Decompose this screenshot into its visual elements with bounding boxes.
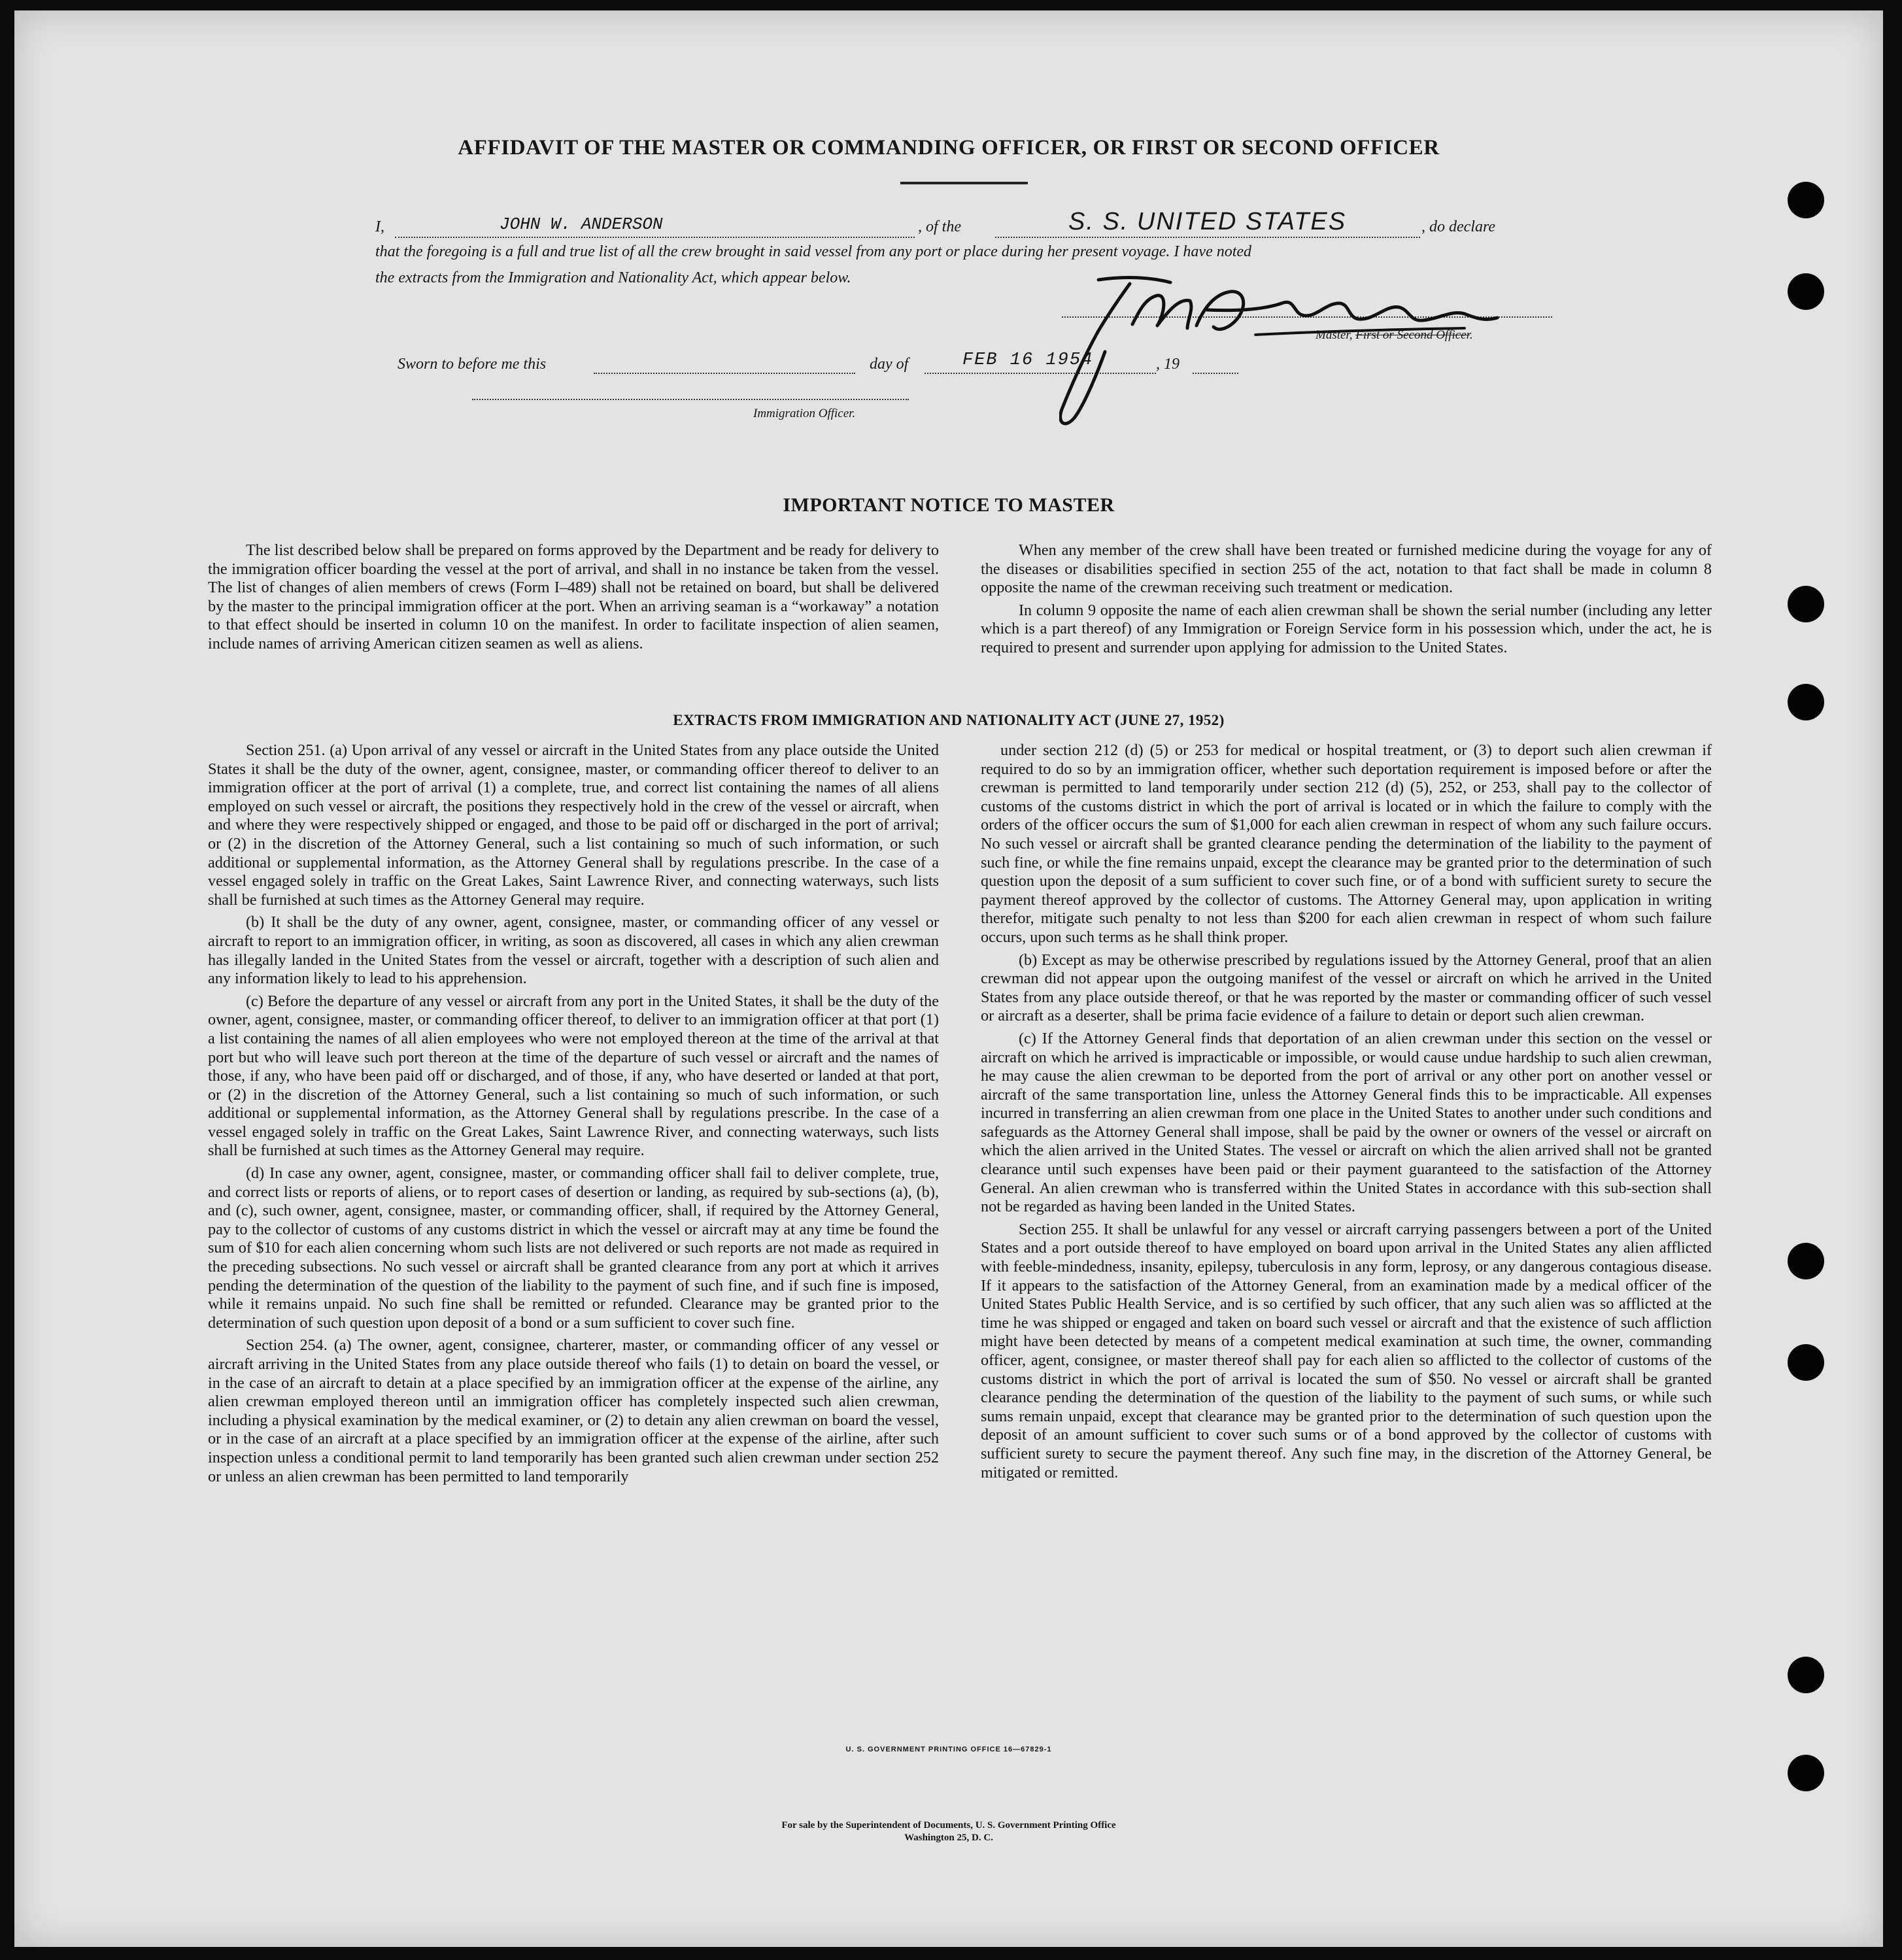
notice-left-paragraph: The list described below shall be prepared on forms approved by the Department and be ready for delivery to the immigration officer boarding the vessel at the port of arrival, and shall in no instance be taken from the vessel. The list of changes of alien members of crews (Form I–489) shall not be retained on board, but shall be delivered by the master to the principal immigration officer at the port. When an arriving seaman is a “workaway” a notation to that effect should be inserted in column 10 on the manifest. In order to facilitate inspection of alien seamen, include names of arriving American citizen seamen as well as aliens.: [208, 541, 939, 652]
punch-hole: [1788, 273, 1824, 310]
notice-left-column: [208, 541, 939, 658]
master-caption-struck: First or Second Officer: [1355, 328, 1470, 342]
sworn-label: Sworn to before me this: [398, 356, 547, 373]
section-254-a-continued: under section 212 (d) (5) or 253 for medical or hospital treatment, or (3) to deport such alien crewman if required to do so by an immigration officer, whether such deportation requirement is imposed before or after the crewman is permitted to land temporarily under section 212 (d) (5), 252, or 253, shall pay to the collector of customs of the customs district in which the port of arrival is located or in which the failure to comply with the orders of the officer occurs the sum of $1,000 for each alien crewman in respect of whom any such failure occurs. No such vessel or aircraft shall be granted clearance pending the determination of the liability to the payment of such fine, or while the fine remains unpaid, except the clearance may be granted prior to the determination of such question upon the deposit of a sum sufficient to cover such fine, or of a bond with sufficient surety to secure the payment thereof approved by the collector of customs. The Attorney General may, upon application in writing therefor, mitigate such penalty to not less than $200 for each alien crewman in respect of whom such failure occurs, upon such terms as he shall think proper.: [981, 741, 1712, 946]
extracts-heading: EXTRACTS FROM IMMIGRATION AND NATIONALITY ACT (JUNE 27, 1952): [673, 712, 1225, 728]
declaration-text-1: that the foregoing is a full and true list of all the crew brought in said vessel from any port or place during her present voyage. I have noted: [375, 243, 1252, 260]
punch-hole: [1788, 1344, 1824, 1381]
printer-line: U. S. GOVERNMENT PRINTING OFFICE 16—67829-1: [845, 1746, 1052, 1753]
extracts-right-column: [981, 741, 1712, 1486]
notice-right-paragraph-2: In column 9 opposite the name of each alien crewman shall be shown the serial number (including any letter which is a part thereof) of any Immigration or Foreign Service form in his possession which, under the act, he is required to present and surrender upon applying for admission to the United States.: [981, 601, 1712, 656]
extracts-left-column: [208, 741, 939, 1490]
sale-line-1: For sale by the Superintendent of Documents, U. S. Government Printing Office: [781, 1820, 1116, 1831]
of-the-label: , of the: [918, 218, 961, 235]
punch-hole: [1788, 182, 1824, 218]
notice-right-column: [981, 541, 1712, 662]
punch-hole: [1788, 586, 1824, 622]
notice-right-paragraph-1: When any member of the crew shall have been treated or furnished medicine during the voyage for any of the diseases or disabilities specified in section 255 of the act, notation to that fact shall be made in column 8 opposite the name of the crewman receiving such treatment or medication.: [981, 541, 1712, 597]
officer-name: JOHN W. ANDERSON: [500, 214, 663, 234]
sale-line-2: Washington 25, D. C.: [904, 1833, 993, 1843]
sworn-day-field: [594, 356, 855, 374]
section-251-d: (d) In case any owner, agent, consignee, master, or commanding officer shall fail to deliver complete, true, and correct lists or reports of aliens, or to report cases of desertion or landing, as required by sub-sections (a), (b), and (c), such owner, agent, consignee, master, or commanding officer, shall, if required by the Attorney General, pay to the collector of customs of any customs district in which the vessel or aircraft may at any time be found the sum of $10 for each alien concerning whom such lists are not delivered or such reports are not made as required in the preceding subsections. No such vessel or aircraft shall be granted clearance from any port at which it arrives pending the determination of the question of the liability to the payment of such fine, and if such fine is imposed, while it remains unpaid. No such fine shall be remitted or refunded. Clearance may be granted prior to the determination of such question upon deposit of a bond or a sum sufficient to cover such fine.: [208, 1164, 939, 1332]
master-caption-b: .: [1469, 328, 1473, 342]
section-251-b: (b) It shall be the duty of any owner, agent, consignee, master, or commanding officer of any vessel or aircraft to report to an immigration officer, in writing, as soon as discovered, all cases in which any alien crewman has illegally landed in the United States from the vessel or aircraft, together with a description of such alien and any information likely to lead to his apprehension.: [208, 913, 939, 988]
section-254-b: (b) Except as may be otherwise prescribed by regulations issued by the Attorney General, proof that an alien crewman did not appear upon the outgoing manifest of the vessel or aircraft on which he arrived in the United States from any place outside thereof, or that he was reported by the master or commanding officer of such vessel or aircraft as a deserter, shall be prima facie evidence of a failure to detain or deport such alien crewman.: [981, 951, 1712, 1025]
immigration-officer-line: [472, 399, 909, 400]
title-rule: [900, 182, 1028, 184]
declaration-text-2: the extracts from the Immigration and Nationality Act, which appear below.: [375, 269, 851, 286]
sale-notice: [14, 1819, 1883, 1844]
vessel-name: S. S. UNITED STATES: [1068, 208, 1347, 235]
immigration-officer-label: Immigration Officer.: [753, 407, 856, 420]
punch-hole: [1788, 1755, 1824, 1791]
affidavit-title: AFFIDAVIT OF THE MASTER OR COMMANDING OFFICER, OR FIRST OR SECOND OFFICER: [458, 136, 1440, 160]
declaration-line-1: [375, 208, 1565, 241]
section-254-c: (c) If the Attorney General finds that deportation of an alien crewman under this section on the vessel or aircraft on which he arrived is impracticable or impossible, or would cause undue hardship to such alien crewman, he may cause the alien crewman to be deported from the port of arrival or any other port on another vessel or aircraft of the same transportation line, unless the Attorney General finds this to be impracticable. All expenses incurred in transferring an alien crewman from one place in the United States to another under such conditions and safeguards as the Attorney General shall impose, shall be paid by the owner or owners of the vessel or aircraft on which the alien arrived in the United States. The vessel or aircraft on which the alien arrived shall not be granted clearance until such expenses have been paid or their payment guaranteed to the satisfaction of the Attorney General. An alien crewman who is transferred within the United States in accordance with this sub-section shall not be regarded as having been landed in the United States.: [981, 1029, 1712, 1216]
punch-hole: [1788, 1243, 1824, 1279]
section-251-a: Section 251. (a) Upon arrival of any vessel or aircraft in the United States from any place outside the United States it shall be the duty of the owner, agent, consignee, master, or commanding officer thereof to deliver to an immigration officer at the port of arrival (1) a complete, true, and correct list containing the names of all aliens employed on such vessel or aircraft, the positions they respectively hold in the crew of the vessel or aircraft, when and where they were respectively shipped or engaged, and those to be paid off or discharged in the port of arrival; or (2) in the discretion of the Attorney General, such a list containing so much of such information, or such additional or supplemental information, as the Attorney General shall by regulations prescribe. In the case of a vessel engaged solely in traffic on the Great Lakes, Saint Lawrence River, and connecting waterways, such lists shall be furnished at such times as the Attorney General may require.: [208, 741, 939, 909]
handwritten-signature: [1059, 272, 1582, 442]
year-label: , 19: [1156, 356, 1180, 373]
notice-heading: IMPORTANT NOTICE TO MASTER: [783, 494, 1115, 516]
section-254-a: Section 254. (a) The owner, agent, consignee, charterer, master, or commanding officer of any vessel or aircraft arriving in the United States from any place outside thereof who fails (1) to detain on board the vessel, or in the case of an aircraft to detain at a place specified by an immigration officer at the expense of the airline, any alien crewman employed thereon until an immigration officer has completely inspected such alien crewman, including a physical examination by the medical examiner, or (2) to detain any alien crewman on board the vessel, or in the case of an aircraft at a place specified by an immigration officer at the expense of the airline, after such inspection unless a conditional permit to land temporarily has been granted such alien crewman under section 252 or unless an alien crewman has been permitted to land temporarily: [208, 1336, 939, 1485]
day-of-label: day of: [870, 356, 909, 373]
i-label: I,: [375, 218, 384, 235]
section-255: Section 255. It shall be unlawful for any vessel or aircraft carrying passengers between a port of the United States and a port outside thereof to have employed on board upon arrival in the United States any alien afflicted with feeble-mindedness, insanity, epilepsy, tuberculosis in any form, leprosy, or any dangerous contagious disease. If it appears to the satisfaction of the Attorney General, from an examination made by a medical officer of the United States Public Health Service, and is so certified by such officer, that any such alien was so afflicted at the time he was shipped or engaged and taken on board such vessel or aircraft and that the existence of such affliction might have been detected by means of a competent medical examination at such time, the owner, commanding officer, agent, consignee, or master thereof shall pay for each alien so afflicted to the collector of customs of the customs district in which the port of arrival is located the sum of $50. No vessel or aircraft shall be granted clearance pending the determination of the question of the liability to the payment of such sums, or while such sums remain unpaid, except that clearance may be granted prior to the determination of such question upon the deposit of an amount sufficient to cover such sums or of a bond approved by the collector of customs with sufficient surety to secure the payment thereof. Any such fine may, in the discretion of the Attorney General, be mitigated or remitted.: [981, 1220, 1712, 1481]
do-declare-label: , do declare: [1421, 218, 1496, 235]
punch-hole: [1788, 1657, 1824, 1693]
master-caption-a: Master,: [1316, 328, 1353, 342]
sworn-date: FEB 16 1954: [962, 350, 1094, 370]
document-page: [14, 10, 1883, 1947]
section-251-c: (c) Before the departure of any vessel or aircraft from any port in the United States, it shall be the duty of the owner, agent, consignee, master, or commanding officer thereof, to deliver to an immigration officer at that port (1) a list containing the names of all alien employees who were not employed thereon at the time of the arrival at that port but who will leave such port thereon at the time of the departure of such vessel or aircraft and the names of those, if any, who have been paid off or discharged, and of those, if any, who have deserted or landed at that port, or (2) in the discretion of the Attorney General, such a list containing so much of such information, or such additional or supplemental information, as the Attorney General shall by regulations prescribe. In the case of a vessel engaged solely in traffic on the Great Lakes, Saint Lawrence River, and connecting waterways, such lists shall be furnished at such times as the Attorney General may require.: [208, 992, 939, 1160]
